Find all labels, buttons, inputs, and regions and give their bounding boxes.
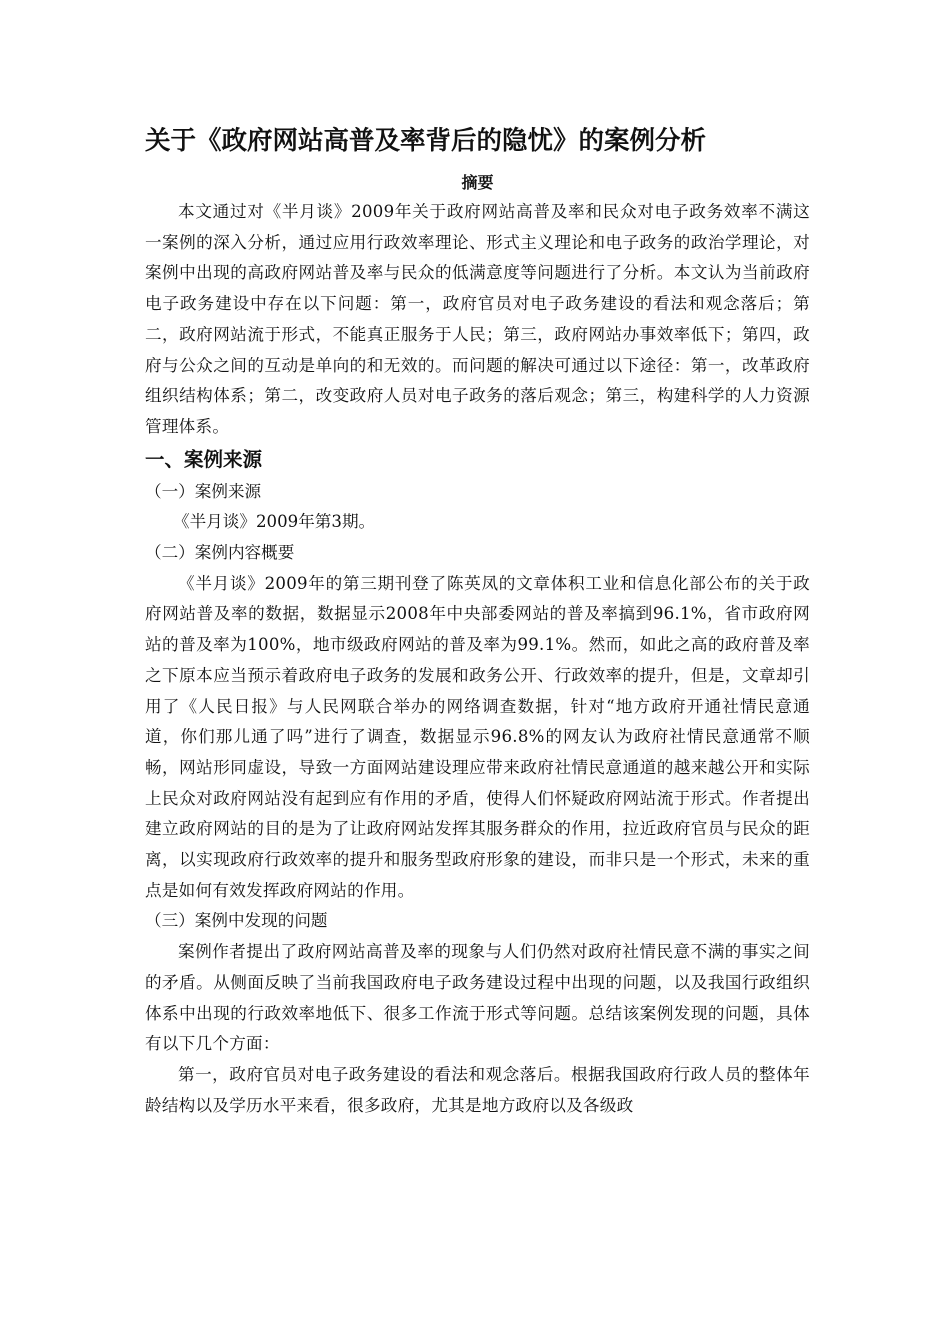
problems-paragraph: 案例作者提出了政府网站高普及率的现象与人们仍然对政府社情民意不满的事实之间的矛盾。从侧面反映了当前我国政府电子政务建设过程中出现的问题，以及我国行政组织体系中出现的行政效率地低下、很多工作流于形式等问题。总结该案例发现的问题，具体有以下几个方面：: [145, 942, 810, 1054]
abstract-paragraph: 本文通过对《半月谈》2009年关于政府网站高普及率和民众对电子政务效率不满这一案例的深入分析，通过应用行政效率理论、形式主义理论和电子政务的政治学理论，对案例中出现的高政府网站普及率与民众的低满意度等问题进行了分析。本文认为当前政府电子政务建设中存在以下问题：第一，政府官员对电子政务建设的看法和观念落后；第二，政府网站流于形式，不能真正服务于人民；第三，政府网站办事效率低下；第四，政府与公众之间的互动是单向的和无效的。而问题的解决可通过以下途径：第一，改革政府组织结构体系；第二，改变政府人员对电子政务的落后观念；第三，构建科学的人力资源管理体系。: [145, 202, 810, 436]
case-source-text: 《半月谈》2009年第3期。: [173, 512, 376, 532]
document-title: 关于《政府网站高普及率背后的隐忧》的案例分析: [145, 126, 707, 156]
subsection-heading-case-source: （一）案例来源: [145, 481, 262, 501]
abstract-heading: 摘要: [461, 173, 494, 192]
problem-point-1-paragraph: 第一，政府官员对电子政务建设的看法和观念落后。根据我国政府行政人员的整体年龄结构以及学历水平来看，很多政府，尤其是地方政府以及各级政: [145, 1064, 810, 1115]
document-body: [145, 118, 810, 1121]
subsection-heading-problems: （三）案例中发现的问题: [145, 911, 328, 931]
section-heading-case-source: 一、案例来源: [145, 447, 263, 471]
subsection-heading-summary: （二）案例内容概要: [145, 543, 295, 563]
case-summary-paragraph: 《半月谈》2009年的第三期刊登了陈英凤的文章体积工业和信息化部公布的关于政府网站普及率的数据，数据显示2008年中央部委网站的普及率搞到96.1%，省市政府网站的普及率为100%，地市级政府网站的普及率为99.1%。然而，如此之高的政府普及率之下原本应当预示着政府电子政务的发展和政务公开、行政效率的提升，但是，文章却引用了《人民日报》与人民网联合举办的网络调查数据，针对“地方政府开通社情民意通道，你们那儿通了吗”进行了调查，数据显示96.8%的网友认为政府社情民意通常不顺畅，网站形同虚设，导致一方面网站建设理应带来政府社情民意通道的越来越公开和实际上民众对政府网站没有起到应有作用的矛盾，使得人们怀疑政府网站流于形式。作者提出建立政府网站的目的是为了让政府网站发挥其服务群众的作用，拉近政府官员与民众的距离，以实现政府行政效率的提升和服务型政府形象的建设，而非只是一个形式，未来的重点是如何有效发挥政府网站的作用。: [145, 573, 810, 900]
